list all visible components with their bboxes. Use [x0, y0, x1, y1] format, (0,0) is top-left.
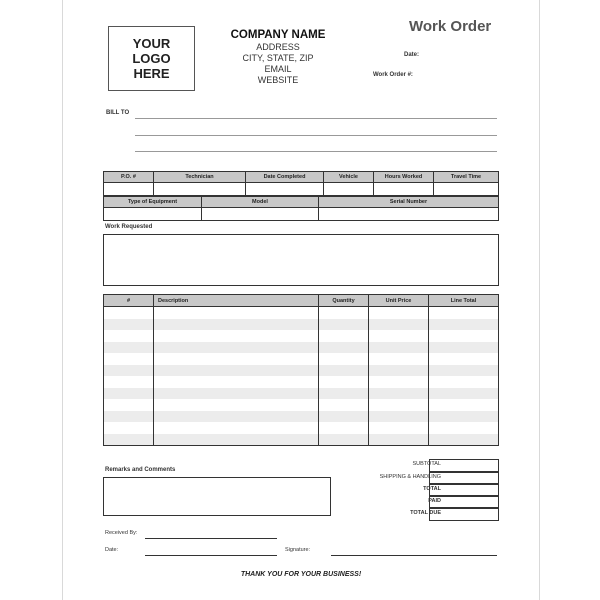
- item-number-cell[interactable]: [104, 422, 154, 434]
- po-number-cell[interactable]: [104, 183, 154, 196]
- document-title: Work Order: [409, 18, 492, 35]
- description-cell[interactable]: [154, 411, 319, 423]
- item-number-cell[interactable]: [104, 434, 154, 446]
- line-total-cell[interactable]: [429, 376, 499, 388]
- description-header: Description: [154, 295, 319, 307]
- unit-price-header: Unit Price: [369, 295, 429, 307]
- description-cell[interactable]: [154, 376, 319, 388]
- line-item-row: [104, 330, 499, 342]
- item-number-cell[interactable]: [104, 330, 154, 342]
- line-item-row: [104, 399, 499, 411]
- unit-price-cell[interactable]: [369, 365, 429, 377]
- quantity-cell[interactable]: [319, 353, 369, 365]
- work-requested-label: Work Requested: [105, 224, 153, 230]
- line-item-row: [104, 388, 499, 400]
- model-cell[interactable]: [202, 208, 319, 221]
- work-order-number-label: Work Order #:: [373, 72, 413, 78]
- travel-time-header: Travel Time: [434, 172, 499, 183]
- unit-price-cell[interactable]: [369, 434, 429, 446]
- equipment-table: [103, 196, 499, 221]
- description-cell[interactable]: [154, 307, 319, 319]
- model-header: Model: [202, 197, 319, 208]
- po-number-header: P.O. #: [104, 172, 154, 183]
- vehicle-header: Vehicle: [324, 172, 374, 183]
- unit-price-cell[interactable]: [369, 422, 429, 434]
- line-total-header: Line Total: [429, 295, 499, 307]
- line-item-row: [104, 434, 499, 446]
- item-number-cell[interactable]: [104, 399, 154, 411]
- thank-you-message: THANK YOU FOR YOUR BUSINESS!: [240, 571, 362, 578]
- paid-label: PAID: [428, 498, 441, 504]
- quantity-cell[interactable]: [319, 434, 369, 446]
- quantity-cell[interactable]: [319, 319, 369, 331]
- date-label: Date:: [404, 52, 420, 58]
- shipping-label: SHIPPING & HANDLING: [379, 474, 441, 480]
- quantity-cell[interactable]: [319, 388, 369, 400]
- total-due-label: TOTAL DUE: [410, 510, 441, 516]
- line-item-row: [104, 319, 499, 331]
- quantity-cell[interactable]: [319, 411, 369, 423]
- logo-text-line-1: YOUR: [132, 36, 171, 51]
- company-website: WEBSITE: [257, 75, 299, 85]
- line-items-table: [103, 294, 499, 446]
- line-item-row: [104, 365, 499, 377]
- company-info: [213, 30, 343, 86]
- description-cell[interactable]: [154, 319, 319, 331]
- quantity-cell[interactable]: [319, 376, 369, 388]
- signature-label: Signature:: [285, 547, 311, 553]
- unit-price-cell[interactable]: [369, 319, 429, 331]
- technician-header: Technician: [154, 172, 246, 183]
- vehicle-cell[interactable]: [324, 183, 374, 196]
- item-number-cell[interactable]: [104, 376, 154, 388]
- hours-worked-cell[interactable]: [374, 183, 434, 196]
- hours-worked-header: Hours Worked: [374, 172, 434, 183]
- equipment-type-cell[interactable]: [104, 208, 202, 221]
- subtotal-label: SUBTOTAL: [412, 461, 441, 467]
- received-by-line[interactable]: [145, 538, 277, 539]
- line-total-cell[interactable]: [429, 365, 499, 377]
- unit-price-cell[interactable]: [369, 342, 429, 354]
- bill-to-line-3[interactable]: [135, 151, 497, 152]
- company-name: COMPANY NAME: [230, 29, 326, 41]
- total-label: TOTAL: [423, 486, 441, 492]
- line-total-cell[interactable]: [429, 307, 499, 319]
- signature-line[interactable]: [331, 555, 497, 556]
- date-completed-cell[interactable]: [246, 183, 324, 196]
- description-cell[interactable]: [154, 422, 319, 434]
- remarks-box[interactable]: [103, 477, 331, 516]
- unit-price-cell[interactable]: [369, 330, 429, 342]
- description-cell[interactable]: [154, 399, 319, 411]
- line-total-cell[interactable]: [429, 353, 499, 365]
- item-number-cell[interactable]: [104, 319, 154, 331]
- item-number-cell[interactable]: [104, 365, 154, 377]
- quantity-cell[interactable]: [319, 330, 369, 342]
- quantity-header: Quantity: [319, 295, 369, 307]
- line-item-row: [104, 422, 499, 434]
- quantity-cell[interactable]: [319, 342, 369, 354]
- description-cell[interactable]: [154, 330, 319, 342]
- line-total-cell[interactable]: [429, 422, 499, 434]
- quantity-cell[interactable]: [319, 365, 369, 377]
- remarks-label: Remarks and Comments: [105, 467, 176, 473]
- serial-number-header: Serial Number: [319, 197, 499, 208]
- unit-price-cell[interactable]: [369, 307, 429, 319]
- serial-number-cell[interactable]: [319, 208, 499, 221]
- line-total-cell[interactable]: [429, 434, 499, 446]
- job-info-table: [103, 171, 499, 196]
- description-cell[interactable]: [154, 353, 319, 365]
- line-item-row: [104, 307, 499, 319]
- line-item-row: [104, 411, 499, 423]
- item-number-cell[interactable]: [104, 353, 154, 365]
- description-cell[interactable]: [154, 342, 319, 354]
- line-total-cell[interactable]: [429, 330, 499, 342]
- travel-time-cell[interactable]: [434, 183, 499, 196]
- quantity-cell[interactable]: [319, 422, 369, 434]
- bill-to-line-1[interactable]: [135, 118, 497, 119]
- company-city: CITY, STATE, ZIP: [242, 53, 314, 63]
- work-order-form: [62, 0, 540, 600]
- date-completed-header: Date Completed: [246, 172, 324, 183]
- description-cell[interactable]: [154, 434, 319, 446]
- item-number-cell[interactable]: [104, 307, 154, 319]
- item-number-cell[interactable]: [104, 342, 154, 354]
- bill-to-line-2[interactable]: [135, 135, 497, 136]
- date-sign-line[interactable]: [145, 555, 277, 556]
- logo-text-line-3: HERE: [133, 66, 170, 81]
- logo-text-line-2: LOGO: [132, 51, 171, 66]
- item-number-cell[interactable]: [104, 388, 154, 400]
- company-email: EMAIL: [264, 64, 292, 74]
- item-number-cell[interactable]: [104, 411, 154, 423]
- line-item-row: [104, 353, 499, 365]
- logo-placeholder: [108, 26, 195, 91]
- line-item-row: [104, 342, 499, 354]
- unit-price-cell[interactable]: [369, 399, 429, 411]
- unit-price-cell[interactable]: [369, 411, 429, 423]
- line-item-row: [104, 376, 499, 388]
- technician-cell[interactable]: [154, 183, 246, 196]
- company-address: ADDRESS: [256, 42, 300, 52]
- line-total-cell[interactable]: [429, 319, 499, 331]
- unit-price-cell[interactable]: [369, 353, 429, 365]
- received-by-label: Received By:: [105, 530, 138, 536]
- item-number-header: #: [104, 295, 154, 307]
- line-total-cell[interactable]: [429, 342, 499, 354]
- line-total-cell[interactable]: [429, 388, 499, 400]
- quantity-cell[interactable]: [319, 399, 369, 411]
- unit-price-cell[interactable]: [369, 376, 429, 388]
- quantity-cell[interactable]: [319, 307, 369, 319]
- description-cell[interactable]: [154, 365, 319, 377]
- work-requested-box[interactable]: [103, 234, 499, 286]
- line-total-cell[interactable]: [429, 411, 499, 423]
- bill-to-label: BILL TO: [106, 110, 130, 116]
- date-sign-label: Date:: [105, 547, 119, 553]
- line-total-cell[interactable]: [429, 399, 499, 411]
- unit-price-cell[interactable]: [369, 388, 429, 400]
- total-due-field[interactable]: [429, 507, 499, 521]
- equipment-type-header: Type of Equipment: [104, 197, 202, 208]
- description-cell[interactable]: [154, 388, 319, 400]
